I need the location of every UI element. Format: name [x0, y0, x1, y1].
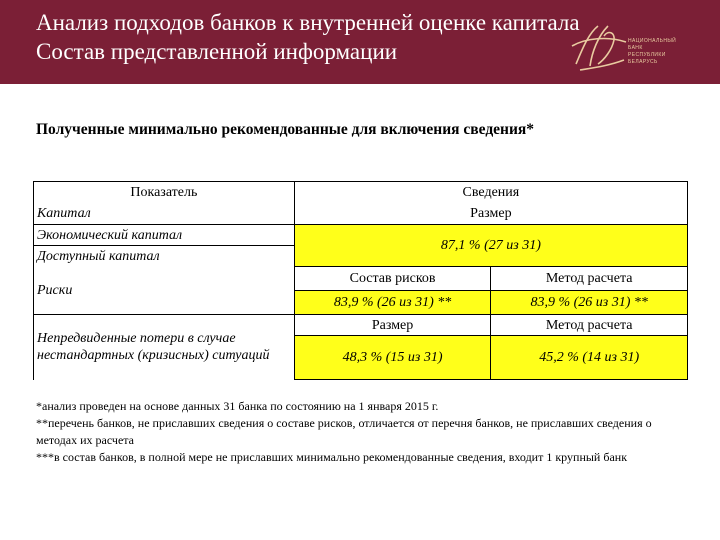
header-indicator: Показатель: [34, 182, 295, 204]
row-unexpected-losses-label: Непредвиденные потери в случае нестандартных (кризисных) ситуаций: [34, 315, 295, 380]
calc-method-value: 83,9 % (26 из 31) **: [491, 291, 688, 315]
page-title: [36, 8, 580, 66]
logo-line: БАНК: [628, 45, 643, 51]
header-info: Сведения: [294, 182, 687, 204]
bank-monogram-logo-icon: [568, 20, 630, 74]
row-available-capital-label: Доступный капитал: [34, 246, 295, 267]
row-economic-capital-label: Экономический капитал: [34, 225, 295, 246]
losses-size-value: 48,3 % (15 из 31): [294, 336, 491, 380]
risk-composition-header: Состав рисков: [294, 267, 491, 291]
risk-composition-value: 83,9 % (26 из 31) **: [294, 291, 491, 315]
logo-line: БЕЛАРУСЬ: [628, 59, 658, 65]
logo-line: РЕСПУБЛИКИ: [628, 52, 666, 58]
footnote-2: **перечень банков, не приславших сведения о составе рисков, отличается от перечня банков, не приславших сведения о методах их расчета: [36, 416, 652, 447]
losses-method-header: Метод расчета: [491, 315, 688, 336]
footnote-3: ***в состав банков, в полной мере не приславших минимально рекомендованные сведения, входит 1 крупный банк: [36, 450, 628, 464]
row-risks-label: Риски: [34, 267, 295, 315]
bank-logo-text: [628, 38, 676, 66]
info-table: [33, 181, 688, 380]
section-subtitle: Полученные минимально рекомендованные для включения сведения*: [36, 121, 535, 138]
footnote-1: *анализ проведен на основе данных 31 банка по состоянию на 1 января 2015 г.: [36, 399, 439, 413]
footnotes: [36, 398, 652, 466]
losses-method-value: 45,2 % (14 из 31): [491, 336, 688, 380]
header-banner: [0, 0, 720, 84]
capital-value: 87,1 % (27 из 31): [294, 225, 687, 267]
capital-size-label: Размер: [294, 204, 687, 225]
title-line-1: Анализ подходов банков к внутренней оценке капитала: [36, 10, 580, 35]
row-capital-label: Капитал: [34, 204, 295, 225]
logo-line: НАЦИОНАЛЬНЫЙ: [628, 38, 677, 44]
calc-method-header: Метод расчета: [491, 267, 688, 291]
title-line-2: Состав представленной информации: [36, 39, 398, 64]
losses-size-header: Размер: [294, 315, 491, 336]
